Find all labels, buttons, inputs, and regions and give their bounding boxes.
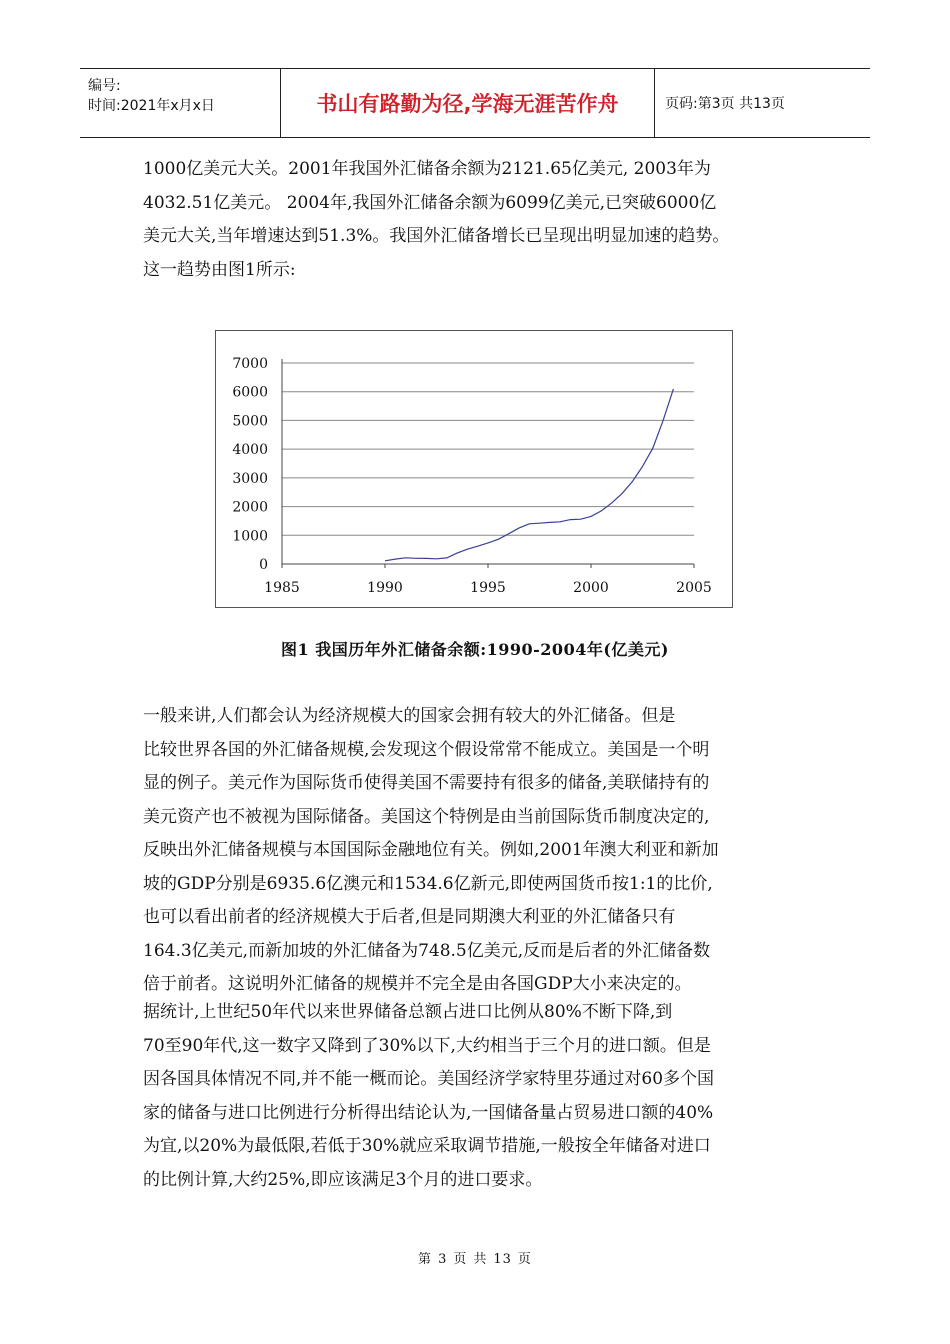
y-tick-label: 4000 <box>232 442 268 459</box>
x-tick-label: 2005 <box>676 580 712 596</box>
header-page-info: 页码:第3页 共13页 <box>665 96 785 112</box>
footer-text: 共 <box>473 1252 488 1267</box>
text-line: 美元大关,当年增速达到51.3%。我国外汇储备增长已呈现出明显加速的趋势。 <box>143 226 730 246</box>
figure-chart <box>215 330 733 608</box>
footer-text: 第 <box>418 1252 433 1267</box>
text-line: 反映出外汇储备规模与本国国际金融地位有关。例如,2001年澳大利亚和新加 <box>143 840 719 860</box>
line-chart <box>216 331 734 609</box>
y-tick-label: 7000 <box>232 356 268 372</box>
text-line: 家的储备与进口比例进行分析得出结论认为,一国储备量占贸易进口额的40% <box>143 1102 714 1123</box>
y-tick-label: 0 <box>259 557 268 573</box>
footer-text: 页 <box>517 1252 532 1267</box>
y-tick-label: 1000 <box>232 528 268 545</box>
x-tick-label: 2000 <box>573 580 609 596</box>
text-line: 据统计,上世纪50年代以来世界储备总额占进口比例从80%不断下降,到 <box>143 1002 673 1022</box>
text-line: 1000亿美元大关。2001年我国外汇储备余额为2121.65亿美元, 2003年为 <box>143 159 711 179</box>
y-tick-label: 3000 <box>232 470 268 487</box>
text-line: 的比例计算,大约25%,即应该满足3个月的进口要求。 <box>143 1169 543 1190</box>
page-header <box>80 68 870 138</box>
paragraph-bottom <box>143 996 808 1197</box>
footer-text: 页 <box>453 1252 468 1267</box>
footer-total-pages: 13 <box>493 1252 512 1267</box>
header-motto: 书山有路勤为径,学海无涯苦作舟 <box>316 92 619 116</box>
text-line: 一般来讲,人们都会认为经济规模大的国家会拥有较大的外汇储备。但是 <box>143 706 676 726</box>
text-line: 164.3亿美元,而新加坡的外汇储备为748.5亿美元,反而是后者的外汇储备数 <box>143 940 711 961</box>
text-line: 美元资产也不被视为国际储备。美国这个特例是由当前国际货币制度决定的, <box>143 806 710 827</box>
text-line: 70至90年代,这一数字又降到了30%以下,大约相当于三个月的进口额。但是 <box>143 1035 711 1056</box>
y-tick-label: 5000 <box>232 413 268 430</box>
x-tick-label: 1990 <box>367 580 403 596</box>
text-line: 显的例子。美元作为国际货币使得美国不需要持有很多的储备,美联储持有的 <box>143 773 710 793</box>
x-tick-label: 1995 <box>470 580 506 596</box>
y-tick-label: 6000 <box>232 384 268 401</box>
paragraph-middle <box>143 700 808 1002</box>
figure-caption: 图1 我国历年外汇储备余额:1990-2004年(亿美元) <box>281 640 669 659</box>
text-line: 4032.51亿美元。 2004年,我国外汇储备余额为6099亿美元,已突破6000亿 <box>143 192 717 213</box>
time-label: 时间:2021年x月x日 <box>88 98 215 114</box>
text-line: 这一趋势由图1所示: <box>143 259 296 280</box>
text-line: 坡的GDP分别是6935.6亿澳元和1534.6亿新元,即使两国货币按1:1的比价, <box>143 873 713 894</box>
header-divider <box>654 69 655 137</box>
footer-page-number: 3 <box>438 1252 448 1267</box>
text-line: 因各国具体情况不同,并不能一概而论。美国经济学家特里芬通过对60多个国 <box>143 1069 715 1089</box>
page-footer <box>0 1248 950 1267</box>
y-tick-label: 2000 <box>232 499 268 516</box>
text-line: 也可以看出前者的经济规模大于后者,但是同期澳大利亚的外汇储备只有 <box>143 907 676 927</box>
header-meta <box>80 69 280 137</box>
text-line: 为宜,以20%为最低限,若低于30%就应采取调节措施,一般按全年储备对进口 <box>143 1136 711 1156</box>
x-tick-label: 1985 <box>264 580 300 596</box>
number-label: 编号: <box>88 78 121 94</box>
text-line: 倍于前者。这说明外汇储备的规模并不完全是由各国GDP大小来决定的。 <box>143 974 692 994</box>
text-line: 比较世界各国的外汇储备规模,会发现这个假设常常不能成立。美国是一个明 <box>143 739 710 760</box>
paragraph-top <box>143 153 808 287</box>
